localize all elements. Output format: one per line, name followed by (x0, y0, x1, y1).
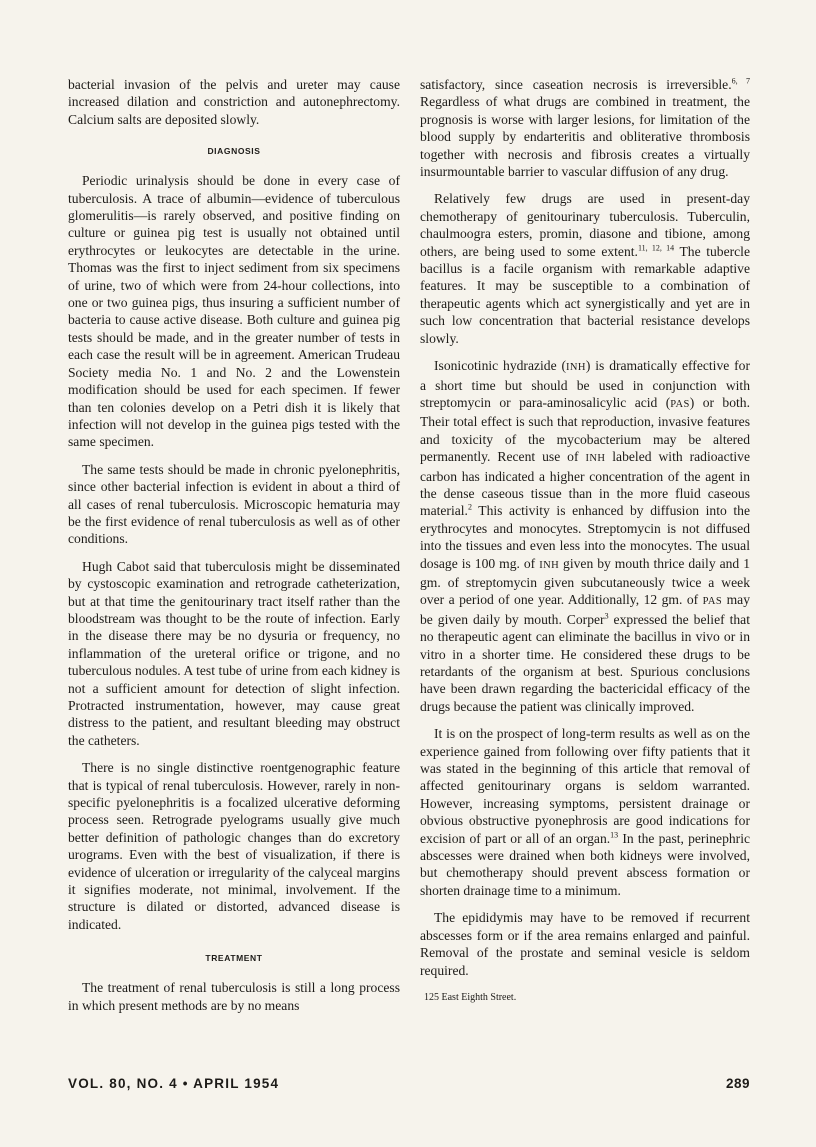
paragraph-diagnosis-3: Hugh Cabot said that tuberculosis might be disseminated by cystoscopic examination and retrograde catheterization, but at that time the genitourinary tract itself rather than the bloodstream was thought to be the route of infection. Early in the disease there may be no dysuria or frequency, no inflammation of the ureteral orifice or trigone, and no tuberculous nodules. A test tube of urine from each kidney is not a sufficient amount for detection of slight infection. Protracted instrumentation, however, may cause great distress to the patient, and resultant bleeding may obstruct the catheters. (68, 558, 400, 748)
right-column (420, 76, 750, 1006)
paragraph-diagnosis-4: There is no single distinctive roentgenographic feature that is typical of renal tuberculosis. However, rarely in non-specific pyelonephritis is a focalized ulcerative deforming process seen. Retrograde pyelograms usually give much better definition of pathologic changes than do excretory urograms. Even with the best of visualization, if there is evidence of ulceration or irregularity of the calyceal margins it signifies moderate, not minimal, involvement. If the structure is dilated or distorted, advanced disease is indicated. (68, 760, 400, 932)
paragraph-continuation: satisfactory, since caseation necrosis is irreversible.$^{6, 7}$ Regardless of what drugs are combined in treatment, the prognosis is worse with larger lesions, for limitation of the blood supply by endarteritis and obliterative thrombosis together with necrosis and fibrosis creates a virtually insurmountable barrier to vascular diffusion of any drug. (420, 76, 750, 180)
abbr-pas: PAS (670, 398, 690, 410)
citation: 11, 12, 14 (637, 243, 675, 253)
abbr-inh: INH (539, 559, 560, 571)
paragraph-long-term: It is on the prospect of long-term results as well as on the experience gained from following over fifty patients that it was stated in the beginning of this article that removal of affected genitourinary organs is seldom warranted. However, increasing symptoms, persistent drainage or obvious obstructive pyonephrosis are good indications for excision of part or all of an organ.$^{13}$ In the past, perinephric abscesses were drained when both kidneys were involved, but chemotherapy should prevent abscess formation or shorten drainage time to a minimum. (420, 726, 751, 898)
citation: 13 (610, 830, 619, 840)
paragraph-epididymis: The epididymis may have to be removed if recurrent abscesses form or if the area remains enlarged and painful. Removal of the prostate and seminal vesicle is seldom required. (420, 910, 750, 978)
issue-info: VOL. 80, NO. 4 • APRIL 1954 (68, 1076, 280, 1091)
citation: 2 (467, 502, 472, 512)
citation: 3 (604, 611, 609, 621)
heading-treatment: TREATMENT (205, 953, 263, 964)
paragraph-inh: Isonicotinic hydrazide (INH) is dramatically effective for a short time but should be used in conjunction with streptomycin or para-aminosalicylic acid (PAS) or both. Their total effect is such that reproduction, invasive features and toxicity of the mycobacterium may be altered permanently. Recent use of INH labeled with radioactive carbon has indicated a higher concentration of the agent in the dense caseous tissue than in the more fluid caseous material.$^2$ This activity is enhanced by diffusion into the erythrocytes and monocytes. Streptomycin is not diffused into the tissues and even less into the monocytes. The usual dosage is 100 mg. of INH given by mouth thrice daily and 1 gm. of streptomycin given subcutaneously twice a week over a period of one year. Additionally, 12 gm. of PAS may be given daily by mouth. Corper$^3$ expressed the belief that no therapeutic agent can eliminate the bacillus in vivo or in vitro in a shorter time. He considered these drugs to be retardants of the organism at best. Spurious conclusions have been drawn regarding the bactericidal efficacy of the drugs because the patient was clinically improved. (420, 358, 751, 714)
heading-diagnosis: DIAGNOSIS (207, 146, 261, 157)
paragraph-diagnosis-2: The same tests should be made in chronic pyelonephritis, since other bacterial infection is evident in about a third of all cases of renal tuberculosis. Microscopic hematuria may be the first evidence of renal tuberculosis as well as of other conditions. (68, 461, 400, 547)
paragraph-intro: bacterial invasion of the pelvis and ureter may cause increased dilation and constriction and autonephrectomy. Calcium salts are deposited slowly. (68, 77, 400, 127)
paragraph-diagnosis-1: Periodic urinalysis should be done in every case of tuberculosis. A trace of albumin—evidence of tuberculous glomerulitis—is rarely observed, and positive finding on culture or guinea pig test is usually not obtained until erythrocytes or leukocytes are detectable in the urine. Thomas was the first to inject sediment from six specimens of urine, two of which were from 24-hour collections, into one or two guinea pigs, thus insuring a sufficient number of bacteria to cause active disease. Both culture and guinea pig tests should be made, and in the greater number of tests in each case the result will be in agreement. American Trudeau Society media No. 1 and No. 2 and the Lowenstein modification should be used for each specimen. If fewer than ten colonies develop on a Petri dish it is likely that infection will not develop in the guinea pigs tested with the same specimen. (68, 173, 400, 450)
abbr-pas: PAS (702, 596, 723, 608)
paragraph-drugs: Relatively few drugs are used in present-day chemotherapy of genitourinary tuberculosis. Tuberculin, chaulmoogra esters, promin, diasone and tibione, among others, are being used to some extent.$^{11, 12, 14}$ The tubercle bacillus is a facile organism with remarkable adaptive features. It may be susceptible to a combination of therapeutic agents which act synergistically and yet are in such low concentration that bacterial resistance develops slowly. (420, 191, 750, 346)
paragraph-treatment-1: The treatment of renal tuberculosis is still a long process in which present methods are by no means (68, 980, 400, 1013)
abbr-inh: INH (585, 453, 606, 465)
page-number: 289 (725, 1076, 750, 1091)
citation: 6, 7 (731, 76, 750, 86)
abbr-inh: INH (566, 362, 586, 374)
left-column (68, 76, 400, 1024)
author-address: 125 East Eighth Street. (424, 991, 517, 1003)
